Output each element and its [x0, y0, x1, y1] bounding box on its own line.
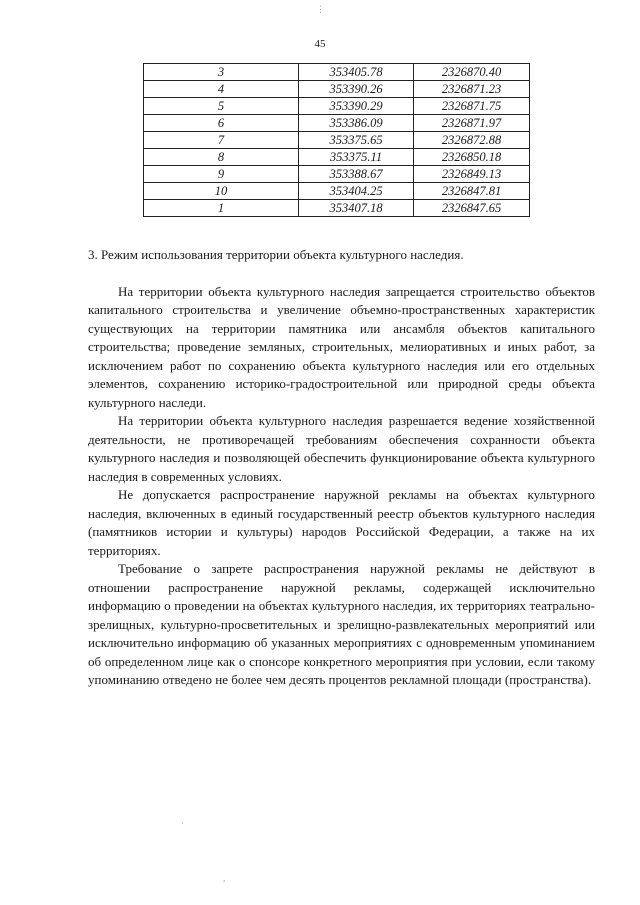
y-coordinate-cell: 2326870.40 — [414, 64, 530, 81]
x-coordinate-cell: 353390.26 — [299, 81, 414, 98]
scan-mark: ⋮ — [316, 4, 325, 14]
coordinates-table-body — [144, 64, 530, 217]
paragraph-advertising-exception: Требование о запрете распространения наружной рекламы не действуют в отношении распространение наружной рекламы, содержащей исключительно информацию о проведении на объектах культурного наследия, их территориях театрально-зрелищных, культурно-просветительных и зрелищно-развлекательных мероприятий или исключительно информацию об указанных мероприятиях с одновременным упоминанием об определенном лице как о спонсоре конкретного мероприятия при условии, если такому упоминанию отведено не более чем десять процентов рекламной площади (пространства). — [88, 561, 595, 687]
point-number-cell: 4 — [144, 81, 299, 98]
point-number-cell: 6 — [144, 115, 299, 132]
x-coordinate-cell: 353375.11 — [299, 149, 414, 166]
x-coordinate-cell: 353404.25 — [299, 183, 414, 200]
x-coordinate-cell: 353386.09 — [299, 115, 414, 132]
y-coordinate-cell: 2326871.97 — [414, 115, 530, 132]
x-coordinate-cell: 353390.29 — [299, 98, 414, 115]
table-row — [144, 132, 530, 149]
y-coordinate-cell: 2326849.13 — [414, 166, 530, 183]
point-number-cell: 9 — [144, 166, 299, 183]
x-coordinate-cell: 353407.18 — [299, 200, 414, 217]
section-content — [88, 246, 595, 690]
y-coordinate-cell: 2326872.88 — [414, 132, 530, 149]
y-coordinate-cell: 2326850.18 — [414, 149, 530, 166]
table-row — [144, 115, 530, 132]
scan-mark: , — [223, 873, 226, 883]
paragraph-permitted-activity: На территории объекта культурного наследия разрешается ведение хозяйственной деятельности, не противоречащей требованиям обеспечения сохранности объекта культурного наследия и позволяющей обеспечить функционирование объекта культурного наследия в современных условиях. — [88, 413, 595, 484]
table-row — [144, 98, 530, 115]
x-coordinate-cell: 353375.65 — [299, 132, 414, 149]
y-coordinate-cell: 2326847.65 — [414, 200, 530, 217]
coordinates-table — [143, 63, 530, 217]
point-number-cell: 10 — [144, 183, 299, 200]
table-row — [144, 166, 530, 183]
x-coordinate-cell: 353388.67 — [299, 166, 414, 183]
point-number-cell: 5 — [144, 98, 299, 115]
table-row — [144, 64, 530, 81]
table-row — [144, 200, 530, 217]
point-number-cell: 7 — [144, 132, 299, 149]
scan-mark: · — [181, 818, 184, 828]
point-number-cell: 8 — [144, 149, 299, 166]
paragraph-advertising-ban: Не допускается распространение наружной рекламы на объектах культурного наследия, включенных в единый государственный реестр объектов культурного наследия (памятников истории и культуры) народов Российской Федерации, а также на их территориях. — [88, 487, 595, 558]
y-coordinate-cell: 2326871.23 — [414, 81, 530, 98]
table-row — [144, 149, 530, 166]
point-number-cell: 3 — [144, 64, 299, 81]
page-number: 45 — [314, 38, 326, 50]
table-row — [144, 81, 530, 98]
paragraph-prohibition: На территории объекта культурного наследия запрещается строительство объектов капитального строительства и увеличение объемно-пространственных характеристик существующих на территории памятника или ансамбля объектов капитального строительства; проведение земляных, строительных, мелиоративных и иных работ, за исключением работ по сохранению объекта культурного наследия или его отдельных элементов, сохранению историко-градостроительной или природной среды объекта культурного наследи. — [88, 283, 595, 410]
x-coordinate-cell: 353405.78 — [299, 64, 414, 81]
y-coordinate-cell: 2326871.75 — [414, 98, 530, 115]
y-coordinate-cell: 2326847.81 — [414, 183, 530, 200]
point-number-cell: 1 — [144, 200, 299, 217]
table-row — [144, 183, 530, 200]
section-heading: 3. Режим использования территории объекта культурного наследия. — [88, 247, 464, 262]
